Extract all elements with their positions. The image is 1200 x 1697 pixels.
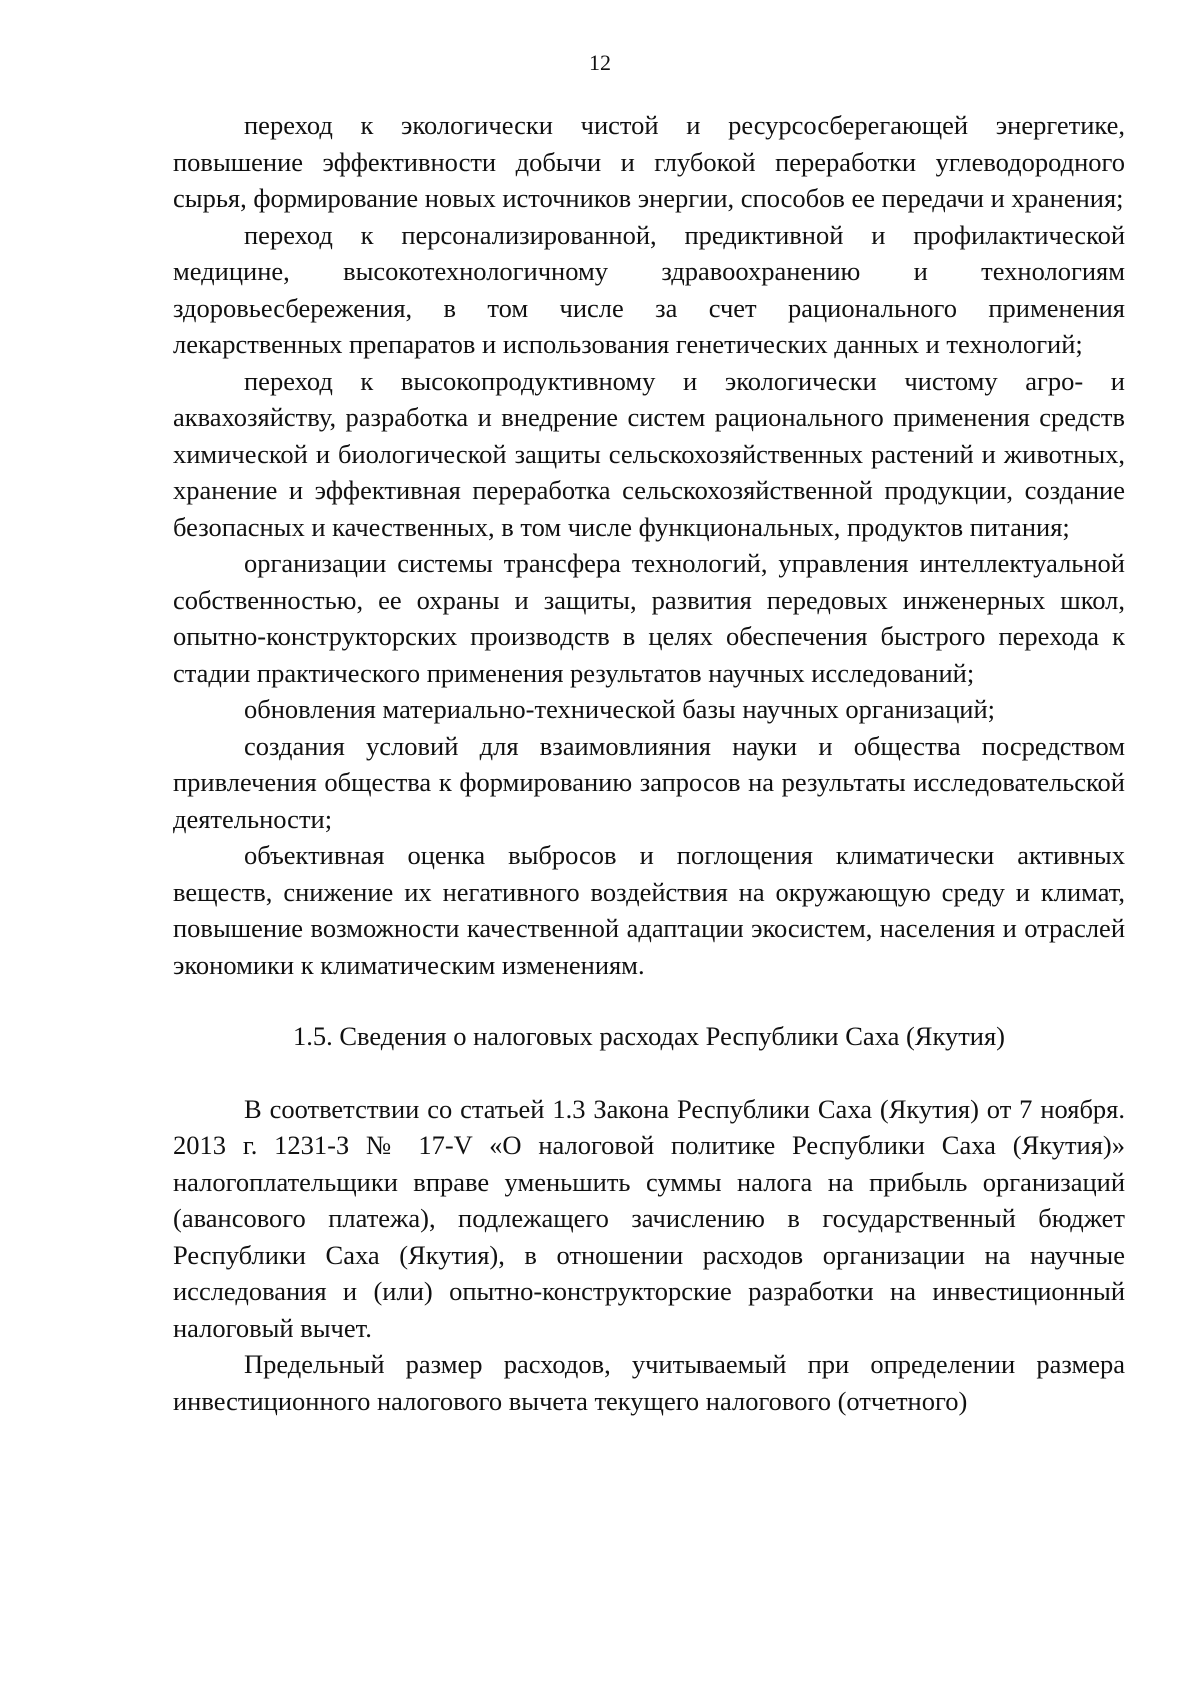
list-item: переход к экологически чистой и ресурсосберегающей энергетике, повышение эффективности добычи и глубокой переработки углеводородного сырья, формирование новых источников энергии, способов ее передачи и хранения; xyxy=(173,110,1125,213)
list-item: организации системы трансфера технологий, управления интеллектуальной собственностью, ее охраны и защиты, развития передовых инженерных школ, опытно-конструкторских производств в целях обеспечения быстрого перехода к стадии практического применения результатов научных исследований; xyxy=(173,548,1125,688)
list-item: обновления материально-технической базы научных организаций; xyxy=(244,694,996,724)
list-item: объективная оценка выбросов и поглощения климатически активных веществ, снижение их негативного воздействия на окружающую среду и климат, повышение возможности качественной адаптации экосистем, населения и отраслей экономики к климатическим изменениям. xyxy=(173,840,1125,980)
page-number: 12 xyxy=(589,50,611,75)
body-paragraph: В соответствии со статьей 1.3 Закона Республики Саха (Якутия) от 7 ноября. 2013 г. 1231-З № 17-V «О налоговой политике Республики Саха (Якутия)» налогоплательщики вправе уменьшить суммы налога на прибыль организаций (авансового платежа), подлежащего зачислению в государственный бюджет Республики Саха (Якутия), в отношении расходов организации на научные исследования и (или) опытно-конструкторские разработки на инвестиционный налоговый вычет. xyxy=(173,1093,1125,1343)
body-paragraph: Предельный размер расходов, учитываемый при определении размера инвестиционного налогового вычета текущего налогового (отчетного) xyxy=(173,1349,1125,1416)
list-item: переход к высокопродуктивному и экологически чистому агро- и аквахозяйству, разработка и внедрение систем рационального применения средств химической и биологической защиты сельскохозяйственных растений и животных, хранение и эффективная переработка сельскохозяйственной продукции, создание безопасных и качественных, в том числе функциональных, продуктов питания; xyxy=(173,365,1125,542)
list-item: создания условий для взаимовлияния науки и общества посредством привлечения общества к формированию запросов на результаты исследовательской деятельности; xyxy=(173,730,1125,834)
list-item: переход к персонализированной, предиктивной и профилактической медицине, высокотехнологичному здравоохранению и технологиям здоровьесбережения, в том числе за счет рационального применения лекарственных препаратов и использования генетических данных и технологий; xyxy=(173,219,1125,359)
section-heading: 1.5. Сведения о налоговых расходах Республики Саха (Якутия) xyxy=(292,1021,1005,1051)
document-body xyxy=(173,107,1125,1419)
